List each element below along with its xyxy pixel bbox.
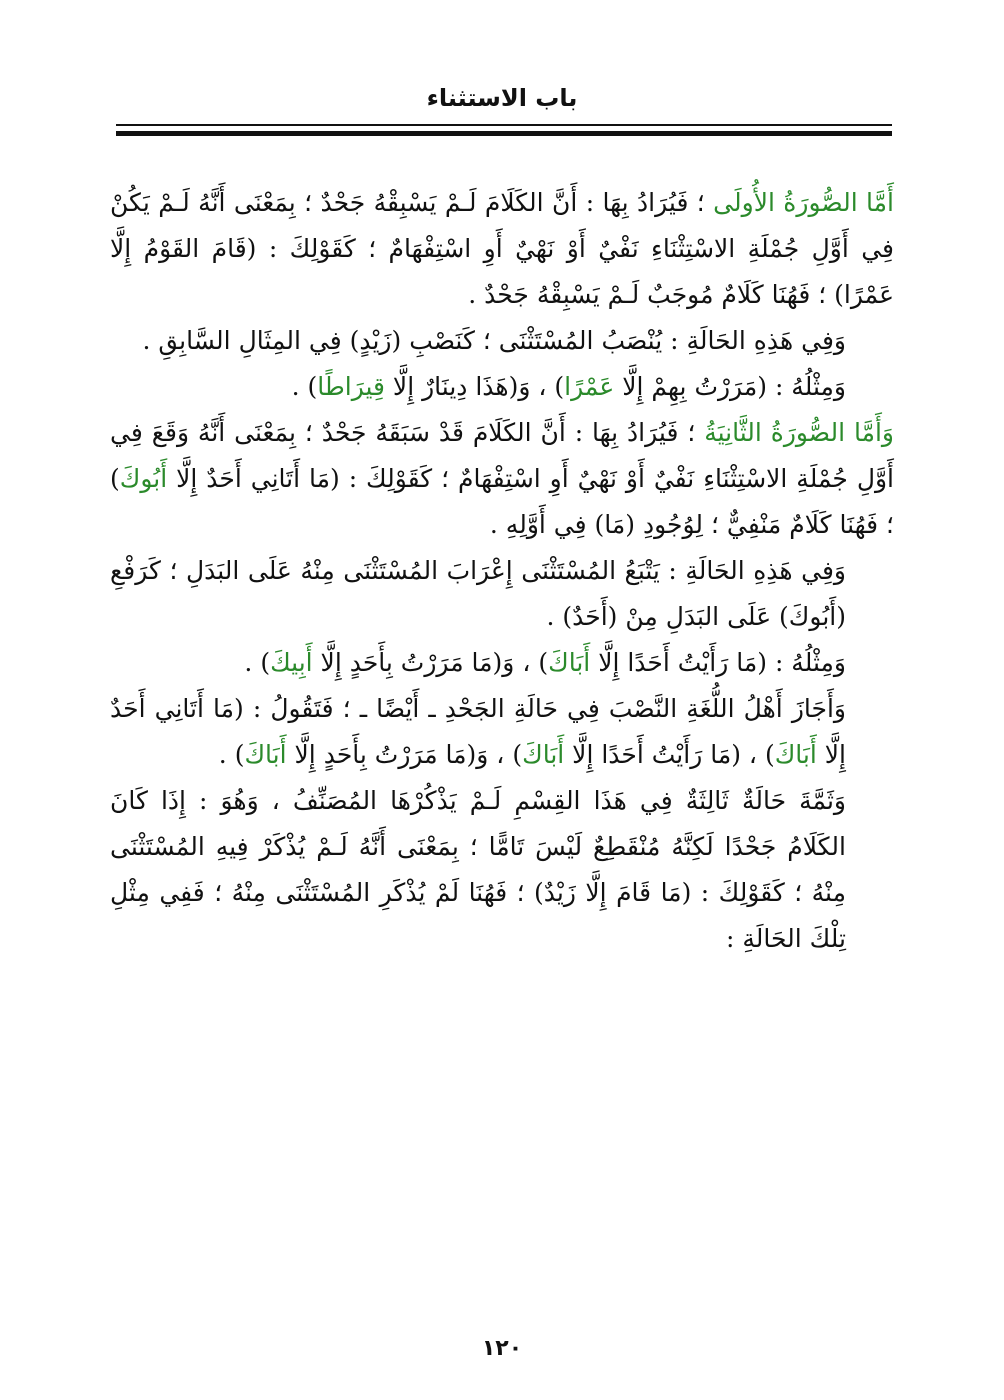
text-segment: ؛ فَيُرَادُ بِهَا : أَنَّ الكَلَامَ قَدْ سَبَقَهُ جَحْدٌ ؛ بِمَعْنَى أَنَّهُ وَقَعَ فِي أَوَّلِ جُمْلَةِ الاسْتِثْنَاءِ نَفْيٌ أَوْ نَهْيٌ أَوِ اسْتِفْهَامٌ ؛ كَقَوْلِكَ : (مَا أَتَانِي أَحَدٌ إِلَّا bbox=[110, 418, 894, 493]
highlighted-text: عَمْرًا bbox=[564, 372, 615, 401]
paragraph bbox=[110, 180, 894, 318]
paragraph bbox=[110, 364, 894, 410]
page-number: ١٢٠ bbox=[481, 1336, 523, 1361]
text-segment: ) . bbox=[291, 372, 318, 401]
header-rule-thick bbox=[116, 131, 892, 136]
text-segment: ) . bbox=[218, 740, 245, 769]
highlighted-text: أَبَاكَ bbox=[522, 740, 565, 769]
highlighted-text: وَأَمَّا الصُّورَةُ الثَّانِيَةُ bbox=[704, 418, 894, 447]
header-rule-thin bbox=[116, 124, 892, 126]
paragraph bbox=[110, 548, 894, 640]
paragraph bbox=[110, 686, 894, 778]
text-segment: ) ، وَ(مَا مَرَرْتُ بِأَحَدٍ إِلَّا bbox=[286, 740, 523, 769]
highlighted-text: أَمَّا الصُّورَةُ الأُولَى bbox=[713, 188, 894, 217]
text-segment: ) ؛ فَهُنَا كَلَامٌ مَنْفِيٌّ ؛ لِوُجُودِ (مَا) فِي أَوَّلِهِ . bbox=[110, 464, 894, 539]
text-segment: وَثَمَّةَ حَالَةٌ ثَالِثَةٌ فِي هَذَا القِسْمِ لَـمْ يَذْكُرْهَا المُصَنِّفُ ، وَهُوَ : إِذَا كَانَ الكَلَامُ جَحْدًا لَكِنَّهُ مُنْقَطِعٌ لَيْسَ تَامًّا ؛ بِمَعْنَى أَنَّهُ لَـمْ يُذْكَرْ فِيهِ المُسْتَثْنَى مِنْهُ ؛ كَقَوْلِكَ : (مَا قَامَ إِلَّا زَيْدٌ) ؛ فَهُنَا لَمْ يُذْكَرِ المُسْتَثْنَى مِنْهُ ؛ فَفِي مِثْلِ تِلْكَ الحَالَةِ : bbox=[110, 786, 846, 953]
paragraph bbox=[110, 410, 894, 548]
text-segment: وَفِي هَذِهِ الحَالَةِ : يَتْبَعُ المُسْتَثْنَى إِعْرَابَ المُسْتَثْنَى مِنْهُ عَلَى البَدَلِ ؛ كَرَفْعِ (أَبُوكَ) عَلَى البَدَلِ مِنْ (أَحَدٌ) . bbox=[110, 556, 846, 631]
text-segment: ) ، وَ(مَا مَرَرْتُ بِأَحَدٍ إِلَّا bbox=[312, 648, 549, 677]
highlighted-text: قِيرَاطًا bbox=[317, 372, 385, 401]
chapter-title: باب الاستثناء bbox=[426, 84, 578, 112]
text-segment: وَمِثْلُهُ : (مَرَرْتُ بِهِمْ إِلَّا bbox=[614, 372, 846, 401]
highlighted-text: أَبَاكَ bbox=[244, 740, 287, 769]
text-segment: وَفِي هَذِهِ الحَالَةِ : يُنْصَبُ المُسْتَثْنَى ؛ كَنَصْبِ (زَيْدٍ) فِي المِثَالِ السَّابِقِ . bbox=[142, 326, 846, 355]
text-segment: ) ، وَ(هَذَا دِينَارٌ إِلَّا bbox=[384, 372, 565, 401]
highlighted-text: أَبَاكَ bbox=[774, 740, 817, 769]
text-segment: ) ، (مَا رَأَيْتُ أَحَدًا إِلَّا bbox=[564, 740, 775, 769]
paragraph bbox=[110, 778, 894, 962]
highlighted-text: أَبَاكَ bbox=[548, 648, 591, 677]
text-segment: ) . bbox=[244, 648, 271, 677]
text-segment: ؛ فَيُرَادُ بِهَا : أَنَّ الكَلَامَ لَـمْ يَسْبِقْهُ جَحْدٌ ؛ بِمَعْنَى أَنَّهُ لَـمْ يَكُنْ فِي أَوَّلِ جُمْلَةِ الاسْتِثْنَاءِ نَفْيٌ أَوْ نَهْيٌ أَوِ اسْتِفْهَامٌ ؛ كَقَوْلِكَ : (قَامَ القَوْمُ إِلَّا عَمْرًا) ؛ فَهُنَا كَلَامٌ مُوجَبٌ لَـمْ يَسْبِقْهُ جَحْدٌ . bbox=[110, 188, 894, 309]
highlighted-text: أَبُوكَ bbox=[119, 464, 168, 493]
paragraph bbox=[110, 318, 894, 364]
paragraph bbox=[110, 640, 894, 686]
body-text bbox=[110, 180, 894, 962]
text-segment: وَمِثْلُهُ : (مَا رَأَيْتُ أَحَدًا إِلَّا bbox=[590, 648, 846, 677]
highlighted-text: أَبِيكَ bbox=[270, 648, 313, 677]
text-segment: وَأَجَازَ أَهْلُ اللُّغَةِ النَّصْبَ فِي حَالَةِ الجَحْدِ ـ أَيْضًا ـ ؛ فَتَقُولُ : (مَا أَتَانِي أَحَدٌ إِلَّا bbox=[110, 694, 846, 769]
